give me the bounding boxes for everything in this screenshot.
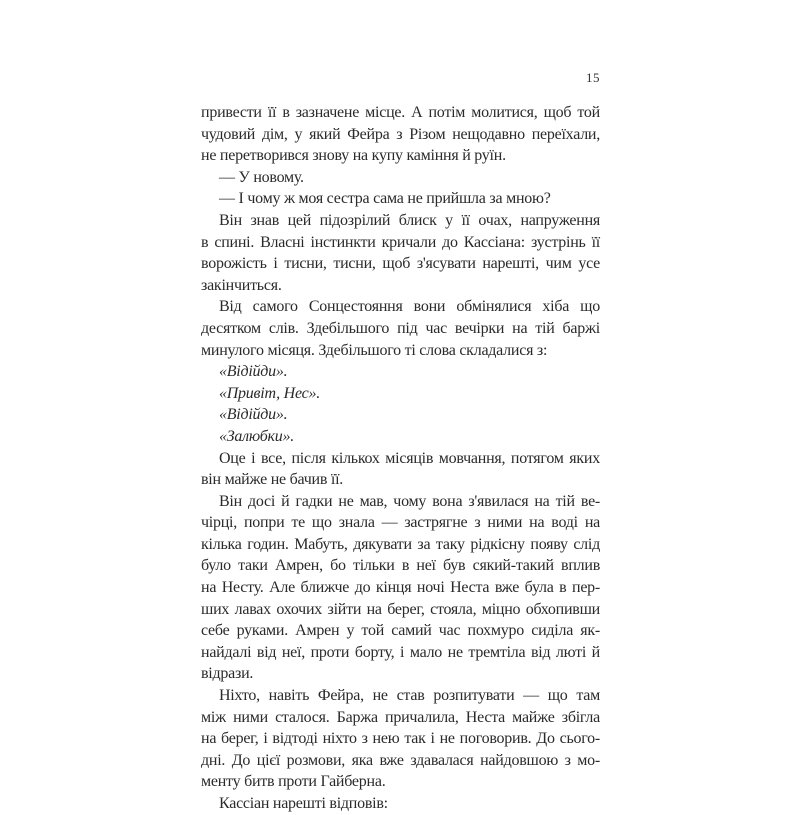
body-text <box>201 102 600 815</box>
text-line: ших лавах охочих зійти на берег, стояла, міцно обхопивши <box>201 600 600 618</box>
text-line: він майже не бачив її. <box>201 471 344 489</box>
text-line: на Несту. Але ближче до кінця ночі Неста вже була в пер- <box>201 579 600 597</box>
text-line: — У новому. <box>219 168 304 186</box>
text-line: «Відійди». <box>219 406 288 424</box>
text-line: в спині. Власні інстинкти кричали до Кассіана: зустрінь її <box>201 233 600 251</box>
text-line: ворожість і тисни, тисни, щоб з'ясувати нарешті, чим усе <box>201 255 600 273</box>
text-line: привести її в зазначене місце. А потім молитися, щоб той <box>201 104 600 121</box>
text-line: чудовий дім, у який Фейра з Різом нещодавно переїхали, <box>201 125 600 143</box>
text-line: Кассіан нарешті відповів: <box>219 795 388 812</box>
text-line: Він знав цей підозрілий блиск у її очах, напруження <box>219 211 600 229</box>
text-line: «Відійди». <box>219 363 288 381</box>
text-line: — І чому ж моя сестра сама не прийшла за мною? <box>219 190 551 208</box>
text-line: між ними сталося. Баржа причалила, Неста майже збігла <box>201 708 600 726</box>
text-line: найдалі від неї, проти борту, і мало не тремтіла від люті й <box>201 643 600 661</box>
text-line: на берег, і відтоді ніхто з нею так і не поговорив. До сього- <box>201 730 600 748</box>
text-line: Від самого Сонцестояння вони обмінялися хіба що <box>219 298 600 316</box>
text-line: минулого місяця. Здебільшого ті слова складалися з: <box>201 341 548 359</box>
text-line: не перетворився знову на купу каміння й руїн. <box>201 147 506 165</box>
text-line: десятком слів. Здебільшого під час вечірки на тій баржі <box>201 319 600 337</box>
text-line: Оце і все, після кількох місяців мовчання, потягом яких <box>219 449 600 467</box>
text-line: кілька годин. Мабуть, дякувати за таку рідкісну появу слід <box>201 535 600 553</box>
page-number: 15 <box>586 70 600 85</box>
text-line: Він досі й гадки не мав, чому вона з'явилася на тій ве- <box>219 492 600 510</box>
text-line: «Залюбки». <box>219 427 294 445</box>
text-line: Ніхто, навіть Фейра, не став розпитувати — що там <box>219 687 600 705</box>
text-line: «Привіт, Нес». <box>219 384 320 402</box>
text-line: було таки Амрен, бо тільки в неї був сякий-такий вплив <box>201 557 600 575</box>
text-line: себе руками. Амрен у той самий час похмуро сиділа як- <box>201 622 600 640</box>
text-line: менту битв проти Гайберна. <box>201 773 386 791</box>
text-line: закінчиться. <box>201 276 282 294</box>
text-line: чірці, попри те що знала — застрягне з ними на воді на <box>201 514 600 532</box>
text-line: дні. До цієї розмови, яка вже здавалася найдовшою з мо- <box>201 751 600 769</box>
text-line: відрази. <box>201 665 254 683</box>
